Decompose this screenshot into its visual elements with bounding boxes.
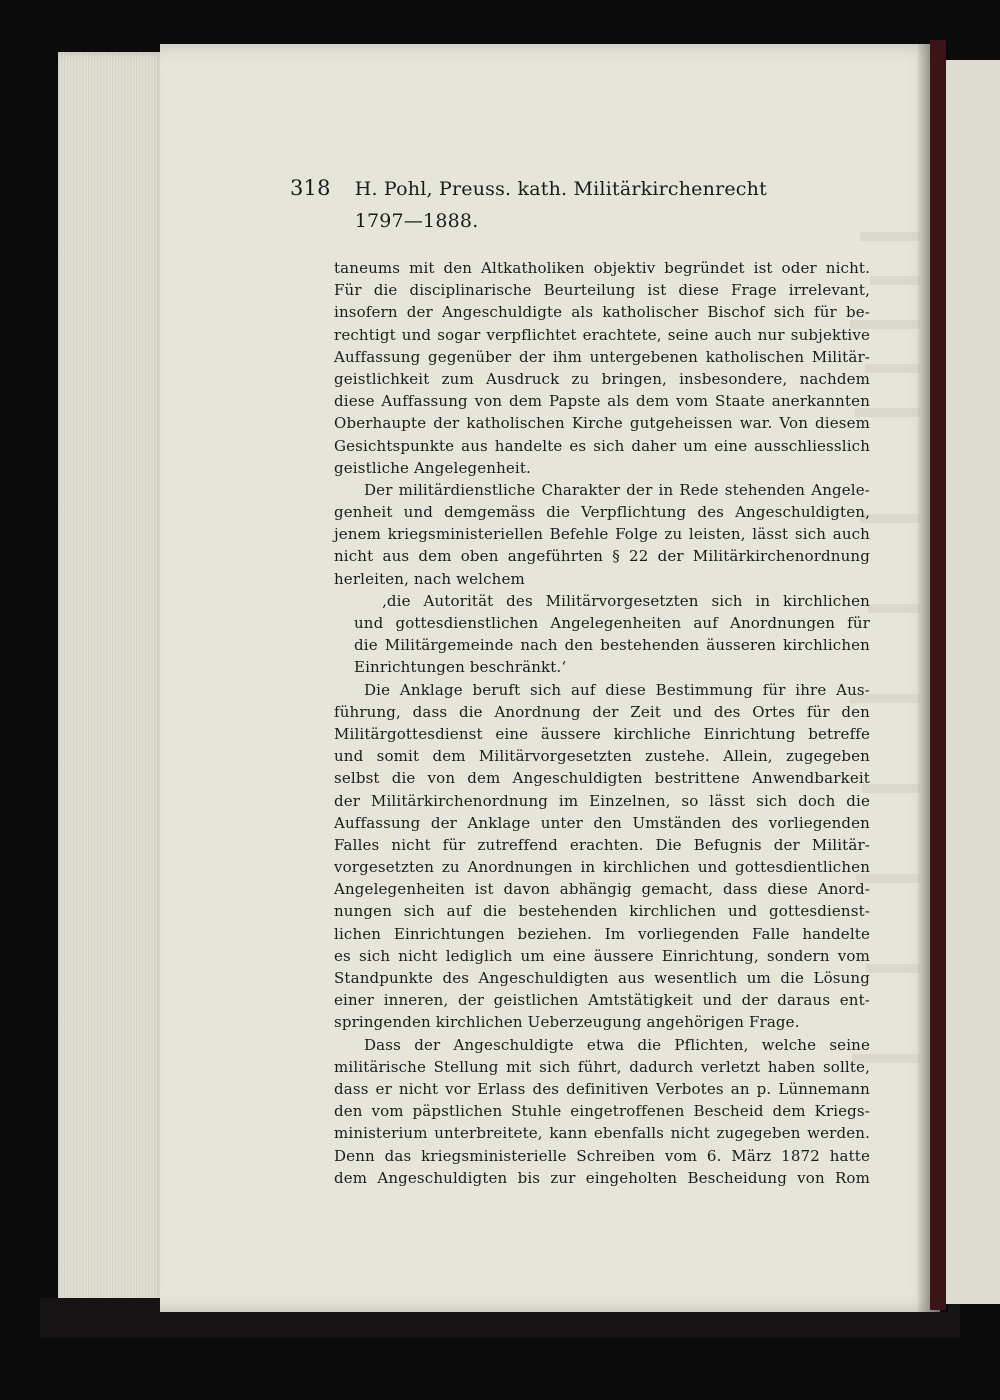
text-line: vorgesetzten zu Anordnungen in kirchlichen und gottesdientlichen [334,858,870,877]
page-edges [58,52,168,1314]
book-spine [930,40,946,1310]
text-line: Falles nicht für zutreffend erachten. Die Befugnis der Militär- [334,835,870,854]
text-line: rechtigt und sogar verpflichtet erachtete, seine auch nur subjektive [334,325,870,344]
text-line: Auffassung der Anklage unter den Umständen des vorliegenden [334,813,870,832]
text-line: Militärgottesdienst eine äussere kirchliche Einrichtung betreffe [334,724,870,743]
facing-page-edge [946,60,1000,1304]
text-line: Standpunkte des Angeschuldigten aus wesentlich um die Lösung [334,969,870,987]
text-line: geistliche Angelegenheit. [334,458,531,477]
text-line: taneums mit den Altkatholiken objektiv begründet ist oder nicht. [334,259,870,277]
text-line: Auffassung gegenüber der ihm untergebenen katholischen Militär- [334,347,870,366]
text-line: Der militärdienstliche Charakter der in Rede stehenden Angele- [364,480,870,499]
text-line: Angelegenheiten ist davon abhängig gemacht, dass diese Anord- [334,880,870,899]
text-line: den vom päpstlichen Stuhle eingetroffenen Bescheid dem Kriegs- [334,1102,870,1121]
text-line: ministerium unterbreitete, kann ebenfalls nicht zugegeben werden. [334,1124,870,1143]
text-line: springenden kirchlichen Ueberzeugung angehörigen Frage. [334,1013,800,1032]
quote-line: ‚die Autorität des Militärvorgesetzten sich in kirchlichen [382,591,870,610]
text-line: dem Angeschuldigten bis zur eingeholten Bescheidung von Rom [334,1168,870,1187]
text-line: Denn das kriegsministerielle Schreiben vom 6. März 1872 hatte [334,1146,870,1165]
page-text [290,172,870,1189]
quote-line: die Militärgemeinde nach den bestehenden äusseren kirchlichen [354,636,870,655]
page-number: 318 [290,176,331,200]
text-line: einer inneren, der geistlichen Amtstätigkeit und der daraus ent- [334,991,870,1010]
text-line: führung, dass die Anordnung der Zeit und des Ortes für den [334,702,870,721]
text-line: dass er nicht vor Erlass des definitiven Verbotes an p. Lünnemann [334,1079,870,1098]
text-line: der Militärkirchenordnung im Einzelnen, so lässt sich doch die [334,791,870,810]
text-line: Für die disciplinarische Beurteilung ist diese Frage irrelevant, [334,281,870,300]
text-line: lichen Einrichtungen beziehen. Im vorliegenden Falle handelte [334,924,870,943]
quote-line: und gottesdienstlichen Angelegenheiten auf Anordnungen für [354,614,870,632]
text-line: selbst die von dem Angeschuldigten bestrittene Anwendbarkeit [334,769,870,788]
text-line: Die Anklage beruft sich auf diese Bestimmung für ihre Aus- [364,680,870,699]
text-line: herleiten, nach welchem [334,569,525,588]
text-line: militärische Stellung mit sich führt, dadurch verletzt haben sollte, [334,1057,870,1076]
text-line: Oberhaupte der katholischen Kirche gutgeheissen war. Von diesem [334,414,870,433]
text-line: Gesichtspunkte aus handelte es sich daher um eine ausschliesslich [334,436,870,455]
text-line: insofern der Angeschuldigte als katholischer Bischof sich für be- [334,303,870,322]
text-line: geistlichkeit zum Ausdruck zu bringen, insbesondere, nachdem [334,369,870,388]
text-line: Dass der Angeschuldigte etwa die Pflichten, welche seine [364,1035,870,1054]
text-line: es sich nicht lediglich um eine äussere Einrichtung, sondern vom [334,946,870,965]
text-line: genheit und demgemäss die Verpflichtung des Angeschuldigten, [334,503,870,522]
running-title: H. Pohl, Preuss. kath. Militärkirchenrecht 1797—1888. [354,178,767,232]
text-line: nicht aus dem oben angeführten § 22 der Militärkirchenordnung [334,547,870,566]
text-line: nungen sich auf die bestehenden kirchlichen und gottesdienst- [334,902,870,921]
text-line: jenem kriegsministeriellen Befehle Folge zu leisten, lässt sich auch [334,525,870,544]
text-line: diese Auffassung von dem Papste als dem vom Staate anerkannten [334,392,870,411]
text-line: und somit dem Militärvorgesetzten zustehe. Allein, zugegeben [334,747,870,766]
running-header [290,172,810,237]
quote-line: Einrichtungen beschränkt.‘ [354,658,567,677]
